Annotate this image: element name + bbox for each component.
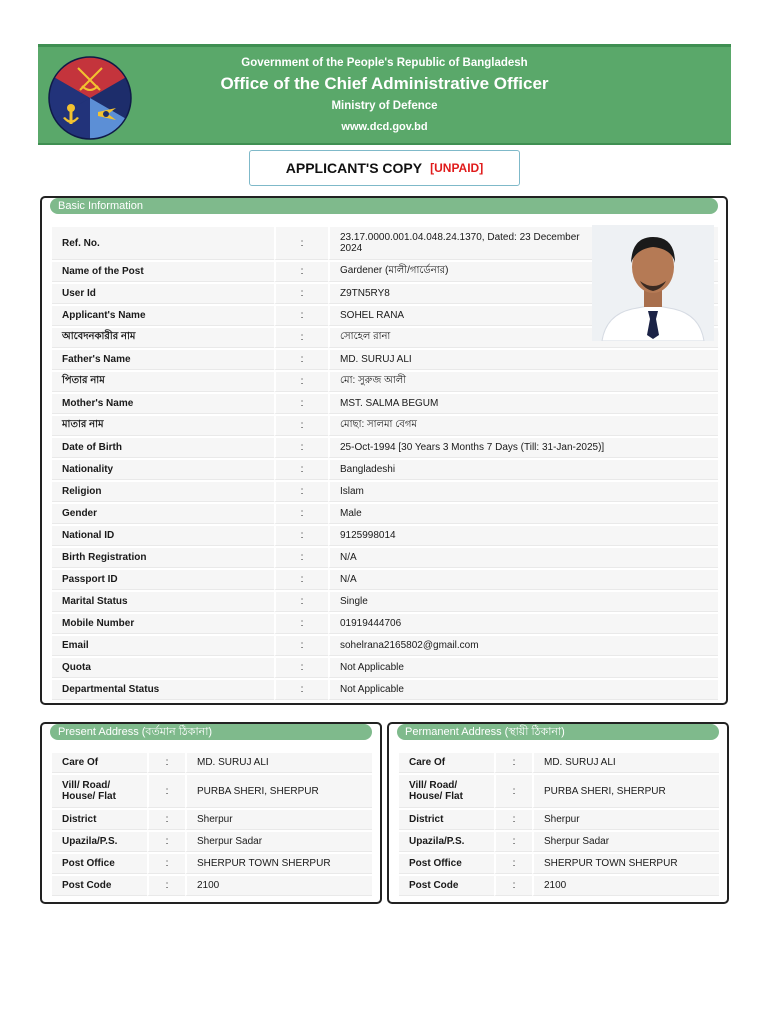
basic-info-row [52,438,718,458]
present-address-label: Post Code [52,876,147,896]
basic-info-row [52,482,718,502]
basic-info-label: Mobile Number [52,614,274,634]
basic-info-value: Not Applicable [328,680,718,700]
basic-info-row [52,526,718,546]
present-address-row [52,876,372,896]
basic-info-separator: : [274,438,328,458]
basic-info-label: National ID [52,526,274,546]
banner-text [38,55,731,135]
basic-info-row [52,504,718,524]
basic-info-label: Birth Registration [52,548,274,568]
present-address-value: Sherpur [185,810,372,830]
permanent-address-row [399,832,719,852]
permanent-address-label: District [399,810,494,830]
present-address-label: Upazila/P.S. [52,832,147,852]
payment-status-badge: [UNPAID] [430,161,484,175]
basic-info-value: Not Applicable [328,658,718,678]
basic-info-row [52,548,718,568]
basic-info-value: SOHEL RANA [328,306,718,326]
basic-info-row [52,658,718,678]
present-address-label: Care Of [52,753,147,773]
basic-info-value: 01919444706 [328,614,718,634]
present-address-value: SHERPUR TOWN SHERPUR [185,854,372,874]
basic-info-separator: : [274,548,328,568]
present-address-value: 2100 [185,876,372,896]
permanent-address-separator: : [494,753,532,773]
basic-info-row [52,416,718,436]
basic-info-separator: : [274,460,328,480]
permanent-address-label: Upazila/P.S. [399,832,494,852]
basic-info-value: মোছা: সালমা বেগম [328,416,718,436]
basic-info-value: Single [328,592,718,612]
website-link[interactable]: www.dcd.gov.bd [341,121,428,133]
basic-info-label: Applicant's Name [52,306,274,326]
basic-info-label: Mother's Name [52,394,274,414]
permanent-address-value: SHERPUR TOWN SHERPUR [532,854,719,874]
permanent-address-row [399,876,719,896]
basic-info-value: Islam [328,482,718,502]
basic-info-separator: : [274,504,328,524]
present-address-separator: : [147,775,185,808]
basic-info-value: MD. SURUJ ALI [328,350,718,370]
basic-info-label: Name of the Post [52,262,274,282]
permanent-address-heading [397,724,719,740]
basic-info-label: Marital Status [52,592,274,612]
basic-info-separator: : [274,570,328,590]
permanent-address-label: Post Office [399,854,494,874]
applicant-copy-title: APPLICANT'S COPY [285,160,423,176]
basic-info-row [52,372,718,392]
permanent-address-value: 2100 [532,876,719,896]
present-address-row [52,832,372,852]
basic-info-row [52,350,718,370]
government-title: Government of the People's Republic of Bangladesh [241,57,528,69]
present-address-heading [50,724,372,740]
header-banner [38,44,731,145]
basic-info-value: 23.17.0000.001.04.048.24.1370, Dated: 23 December 2024 [328,227,718,260]
basic-info-value: Male [328,504,718,524]
present-address-separator: : [147,876,185,896]
permanent-address-value: MD. SURUJ ALI [532,753,719,773]
present-address-label: Vill/ Road/ House/ Flat [52,775,147,808]
present-address-value: Sherpur Sadar [185,832,372,852]
permanent-address-row [399,810,719,830]
basic-information-heading [50,198,718,214]
present-address-table [52,751,372,898]
basic-info-value: মো: সুরুজ আলী [328,372,718,392]
basic-info-label: Religion [52,482,274,502]
basic-information-panel [40,196,728,705]
present-address-separator: : [147,854,185,874]
basic-info-row [52,614,718,634]
permanent-address-row [399,854,719,874]
basic-info-separator: : [274,614,328,634]
basic-info-label: Quota [52,658,274,678]
basic-info-separator: : [274,284,328,304]
permanent-address-separator: : [494,854,532,874]
basic-info-separator: : [274,482,328,502]
basic-info-separator: : [274,328,328,348]
present-address-heading-label: Present Address (বর্তমান ঠিকানা) [58,726,213,738]
applicant-copy-box [249,150,520,186]
applicant-photo [592,225,714,341]
basic-info-value: N/A [328,548,718,568]
present-address-label: Post Office [52,854,147,874]
basic-info-row [52,636,718,656]
present-address-separator: : [147,832,185,852]
ministry-title: Ministry of Defence [331,100,438,112]
basic-info-separator: : [274,350,328,370]
basic-info-separator: : [274,394,328,414]
basic-info-separator: : [274,416,328,436]
basic-info-value: সোহেল রানা [328,328,718,348]
basic-info-separator: : [274,636,328,656]
basic-info-separator: : [274,680,328,700]
basic-info-separator: : [274,592,328,612]
basic-info-separator: : [274,262,328,282]
permanent-address-label: Vill/ Road/ House/ Flat [399,775,494,808]
permanent-address-label: Post Code [399,876,494,896]
permanent-address-row [399,753,719,773]
permanent-address-separator: : [494,810,532,830]
basic-info-row [52,460,718,480]
permanent-address-separator: : [494,876,532,896]
basic-info-label: Nationality [52,460,274,480]
basic-info-value: Gardener (মালী/গার্ডেনার) [328,262,718,282]
permanent-address-value: Sherpur [532,810,719,830]
basic-info-label: পিতার নাম [52,372,274,392]
permanent-address-panel [387,722,729,904]
office-title: Office of the Chief Administrative Officer [220,74,549,93]
basic-info-label: Passport ID [52,570,274,590]
basic-info-label: Father's Name [52,350,274,370]
basic-info-row [52,394,718,414]
basic-information-heading-label: Basic Information [58,200,143,212]
permanent-address-row [399,775,719,808]
present-address-separator: : [147,753,185,773]
basic-info-value: 25-Oct-1994 [30 Years 3 Months 7 Days (Till: 31-Jan-2025)] [328,438,718,458]
basic-info-row [52,680,718,700]
present-address-row [52,775,372,808]
basic-info-separator: : [274,658,328,678]
basic-info-label: আবেদনকারীর নাম [52,328,274,348]
permanent-address-heading-label: Permanent Address (স্থায়ী ঠিকানা) [405,726,565,738]
basic-info-separator: : [274,227,328,260]
basic-info-label: User Id [52,284,274,304]
basic-info-separator: : [274,306,328,326]
basic-info-label: Ref. No. [52,227,274,260]
basic-info-label: Gender [52,504,274,524]
present-address-row [52,753,372,773]
basic-info-label: Email [52,636,274,656]
permanent-address-separator: : [494,832,532,852]
basic-info-value: Bangladeshi [328,460,718,480]
permanent-address-value: PURBA SHERI, SHERPUR [532,775,719,808]
basic-info-value: Z9TN5RY8 [328,284,718,304]
basic-info-label: Date of Birth [52,438,274,458]
permanent-address-table [399,751,719,898]
present-address-row [52,854,372,874]
present-address-panel [40,722,382,904]
permanent-address-value: Sherpur Sadar [532,832,719,852]
present-address-value: PURBA SHERI, SHERPUR [185,775,372,808]
present-address-separator: : [147,810,185,830]
basic-info-label: Departmental Status [52,680,274,700]
present-address-label: District [52,810,147,830]
basic-info-value: MST. SALMA BEGUM [328,394,718,414]
basic-info-separator: : [274,372,328,392]
basic-info-row [52,592,718,612]
basic-info-separator: : [274,526,328,546]
basic-info-row [52,570,718,590]
basic-info-value: sohelrana2165802@gmail.com [328,636,718,656]
present-address-value: MD. SURUJ ALI [185,753,372,773]
basic-info-value: 9125998014 [328,526,718,546]
permanent-address-separator: : [494,775,532,808]
present-address-row [52,810,372,830]
permanent-address-label: Care Of [399,753,494,773]
basic-info-value: N/A [328,570,718,590]
basic-info-label: মাতার নাম [52,416,274,436]
